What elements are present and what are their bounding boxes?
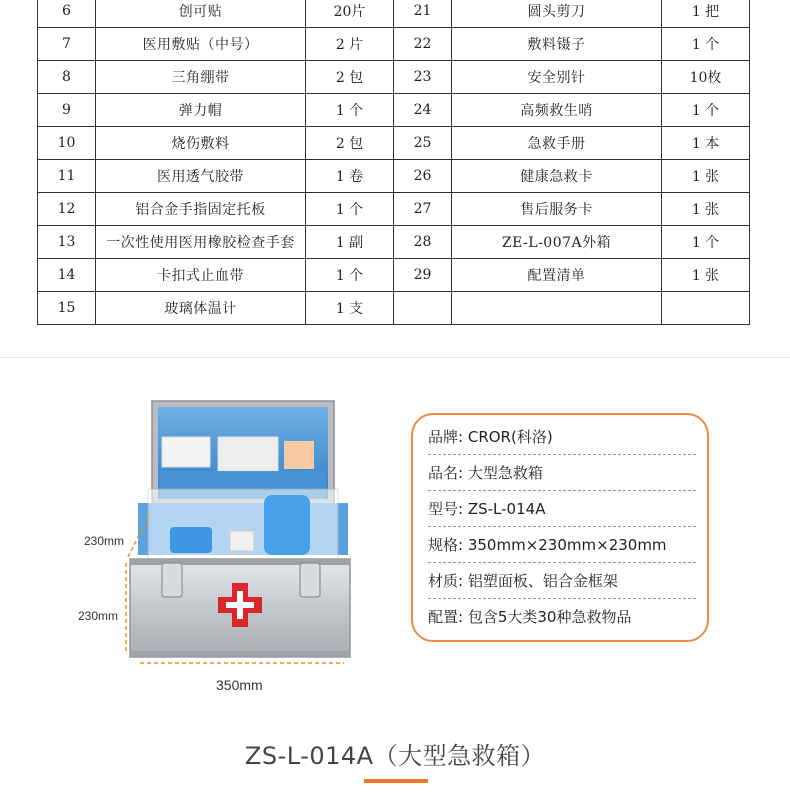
tray-box (230, 531, 254, 551)
item-name: 急救手册 (452, 127, 662, 160)
tray-gloves (170, 527, 212, 553)
item-name: 弹力帽 (96, 94, 306, 127)
item-quantity: 1 张 (662, 193, 750, 226)
table-row (38, 61, 750, 94)
item-name: ZE-L-007A外箱 (452, 226, 662, 259)
item-name: 高频救生哨 (452, 94, 662, 127)
title-accent-bar (364, 779, 428, 783)
item-quantity: 1 个 (662, 28, 750, 61)
item-name: 健康急救卡 (452, 160, 662, 193)
item-quantity: 1 个 (306, 259, 394, 292)
spec-row-material: 材质: 铝塑面板、铝合金框架 (428, 572, 618, 590)
table-row (38, 259, 750, 292)
configuration-table (37, 0, 750, 325)
item-number: 10 (38, 127, 96, 160)
right-latch-icon (300, 563, 320, 597)
item-quantity (662, 292, 750, 325)
item-quantity: 1 卷 (306, 160, 394, 193)
item-name: 配置清单 (452, 259, 662, 292)
item-number: 27 (394, 193, 452, 226)
item-quantity: 1 副 (306, 226, 394, 259)
item-name: 卡扣式止血带 (96, 259, 306, 292)
item-quantity: 1 把 (662, 0, 750, 28)
item-number: 8 (38, 61, 96, 94)
spec-row-size: 规格: 350mm×230mm×230mm (428, 536, 667, 554)
lid-item-pack (162, 437, 210, 467)
item-name: 售后服务卡 (452, 193, 662, 226)
lid-item-bandage (284, 441, 314, 469)
item-number: 13 (38, 226, 96, 259)
item-number: 11 (38, 160, 96, 193)
item-name: 玻璃体温计 (96, 292, 306, 325)
table-row (38, 127, 750, 160)
item-number: 12 (38, 193, 96, 226)
table-row (38, 0, 750, 28)
item-number: 26 (394, 160, 452, 193)
item-number: 7 (38, 28, 96, 61)
item-quantity: 1 支 (306, 292, 394, 325)
item-name: 医用透气胶带 (96, 160, 306, 193)
item-name: 铝合金手指固定托板 (96, 193, 306, 226)
tray-roll-items (264, 495, 310, 555)
item-name (452, 292, 662, 325)
kit-base-rim (130, 651, 350, 657)
lid-item-box (218, 437, 278, 471)
item-quantity: 1 张 (662, 259, 750, 292)
item-name: 烧伤敷料 (96, 127, 306, 160)
table-row (38, 28, 750, 61)
item-number: 21 (394, 0, 452, 28)
table-row (38, 94, 750, 127)
item-name: 敷料镊子 (452, 28, 662, 61)
table-row (38, 226, 750, 259)
item-number: 6 (38, 0, 96, 28)
depth-label: 230mm (84, 534, 125, 548)
section-divider (0, 357, 790, 358)
item-name: 一次性使用医用橡胶检查手套 (96, 226, 306, 259)
item-name: 医用敷贴（中号） (96, 28, 306, 61)
item-number: 15 (38, 292, 96, 325)
item-number: 14 (38, 259, 96, 292)
item-quantity: 2 片 (306, 28, 394, 61)
item-number: 9 (38, 94, 96, 127)
spec-row-configuration: 配置: 包含5大类30种急救物品 (428, 608, 632, 626)
item-quantity: 1 个 (662, 226, 750, 259)
product-title: ZS-L-014A（大型急救箱） (244, 742, 546, 770)
item-quantity: 20片 (306, 0, 394, 28)
item-quantity: 10枚 (662, 61, 750, 94)
item-number: 23 (394, 61, 452, 94)
item-quantity: 1 本 (662, 127, 750, 160)
spec-row-brand: 品牌: CROR(科洛) (428, 428, 553, 446)
item-quantity: 2 包 (306, 61, 394, 94)
item-number: 25 (394, 127, 452, 160)
item-number: 22 (394, 28, 452, 61)
item-name: 安全别针 (452, 61, 662, 94)
item-quantity: 1 个 (662, 94, 750, 127)
item-number (394, 292, 452, 325)
spec-card (411, 413, 709, 642)
item-quantity: 1 个 (306, 193, 394, 226)
table-body (38, 0, 750, 325)
item-quantity: 1 张 (662, 160, 750, 193)
spec-row-product-name: 品名: 大型急救箱 (428, 464, 543, 482)
item-name: 创可贴 (96, 0, 306, 28)
spec-row-model: 型号: ZS-L-014A (428, 500, 546, 518)
item-name: 三角绷带 (96, 61, 306, 94)
item-number: 29 (394, 259, 452, 292)
width-label: 350mm (216, 677, 263, 693)
table-row (38, 193, 750, 226)
item-number: 28 (394, 226, 452, 259)
item-quantity: 1 个 (306, 94, 394, 127)
table-row (38, 160, 750, 193)
height-label: 230mm (78, 609, 119, 623)
item-number: 24 (394, 94, 452, 127)
item-name: 圆头剪刀 (452, 0, 662, 28)
table-row (38, 292, 750, 325)
item-quantity: 2 包 (306, 127, 394, 160)
left-latch-icon (162, 563, 182, 597)
